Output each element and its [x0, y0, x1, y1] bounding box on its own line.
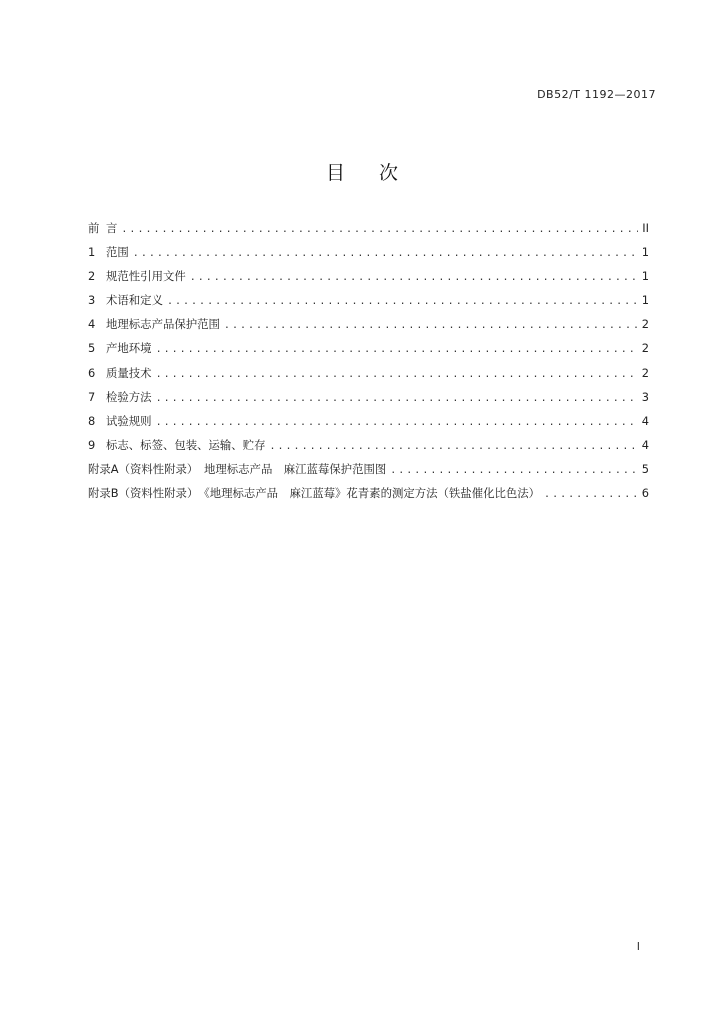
toc-entry-page: 4 [641, 437, 649, 452]
toc-entry-8[interactable] [88, 413, 649, 437]
toc-entry-appendix-b[interactable] [88, 485, 649, 509]
toc-entry-page: 3 [641, 389, 649, 404]
dot-leader [156, 369, 638, 380]
toc-entry-page: 5 [641, 461, 649, 476]
dot-leader [167, 296, 638, 307]
toc-title [0, 158, 724, 185]
toc-entry-page: 4 [641, 413, 649, 428]
dot-leader [156, 344, 638, 355]
toc-entry-label: 6 质量技术 [88, 365, 152, 380]
dot-leader [121, 224, 638, 235]
toc-entry-7[interactable] [88, 389, 649, 413]
toc-entry-label: 9 标志、标签、包装、运输、贮存 [88, 437, 266, 452]
toc-entry-label: 附录B（资料性附录） 《地理标志产品 麻江蓝莓》花青素的测定方法（铁盐催化比色法） [88, 486, 541, 501]
toc-entry-4[interactable] [88, 316, 649, 340]
toc-entry-foreword[interactable] [88, 220, 649, 244]
table-of-contents [88, 220, 649, 509]
document-code: DB52/T 1192—2017 [537, 88, 656, 101]
dot-leader [156, 393, 638, 404]
toc-entry-5[interactable] [88, 340, 649, 364]
toc-entry-label: 8 试验规则 [88, 413, 152, 428]
toc-entry-page: 1 [641, 269, 649, 284]
toc-entry-label: 4 地理标志产品保护范围 [88, 317, 220, 332]
dot-leader [544, 489, 638, 500]
toc-title-char-2: 次 [379, 162, 399, 184]
toc-entry-label: 5 产地环境 [88, 341, 152, 356]
toc-entry-label: 前 言 [88, 221, 118, 235]
toc-entry-page: 1 [641, 245, 649, 260]
toc-entry-3[interactable] [88, 292, 649, 316]
toc-entry-2[interactable] [88, 268, 649, 292]
dot-leader [133, 248, 638, 259]
toc-entry-1[interactable] [88, 244, 649, 268]
toc-entry-label: 附录A（资料性附录） 地理标志产品 麻江蓝莓保护范围图 [88, 461, 387, 476]
toc-entry-page: 2 [641, 365, 649, 380]
dot-leader [269, 441, 637, 452]
toc-entry-label: 1 范围 [88, 245, 129, 260]
toc-entry-9[interactable] [88, 437, 649, 461]
toc-title-char-1: 目 [325, 162, 345, 184]
toc-entry-6[interactable] [88, 365, 649, 389]
toc-entry-label: 2 规范性引用文件 [88, 269, 186, 284]
toc-entry-page: II [642, 221, 649, 235]
toc-entry-appendix-a[interactable] [88, 461, 649, 485]
toc-entry-page: 2 [641, 341, 649, 356]
toc-entry-page: 6 [641, 486, 649, 501]
dot-leader [390, 465, 638, 476]
page-number: I [636, 940, 640, 953]
toc-entry-label: 3 术语和定义 [88, 293, 163, 308]
dot-leader [156, 417, 638, 428]
toc-entry-label: 7 检验方法 [88, 389, 152, 404]
toc-entry-page: 1 [641, 293, 649, 308]
dot-leader [190, 272, 638, 283]
dot-leader [224, 320, 638, 331]
toc-entry-page: 2 [641, 317, 649, 332]
